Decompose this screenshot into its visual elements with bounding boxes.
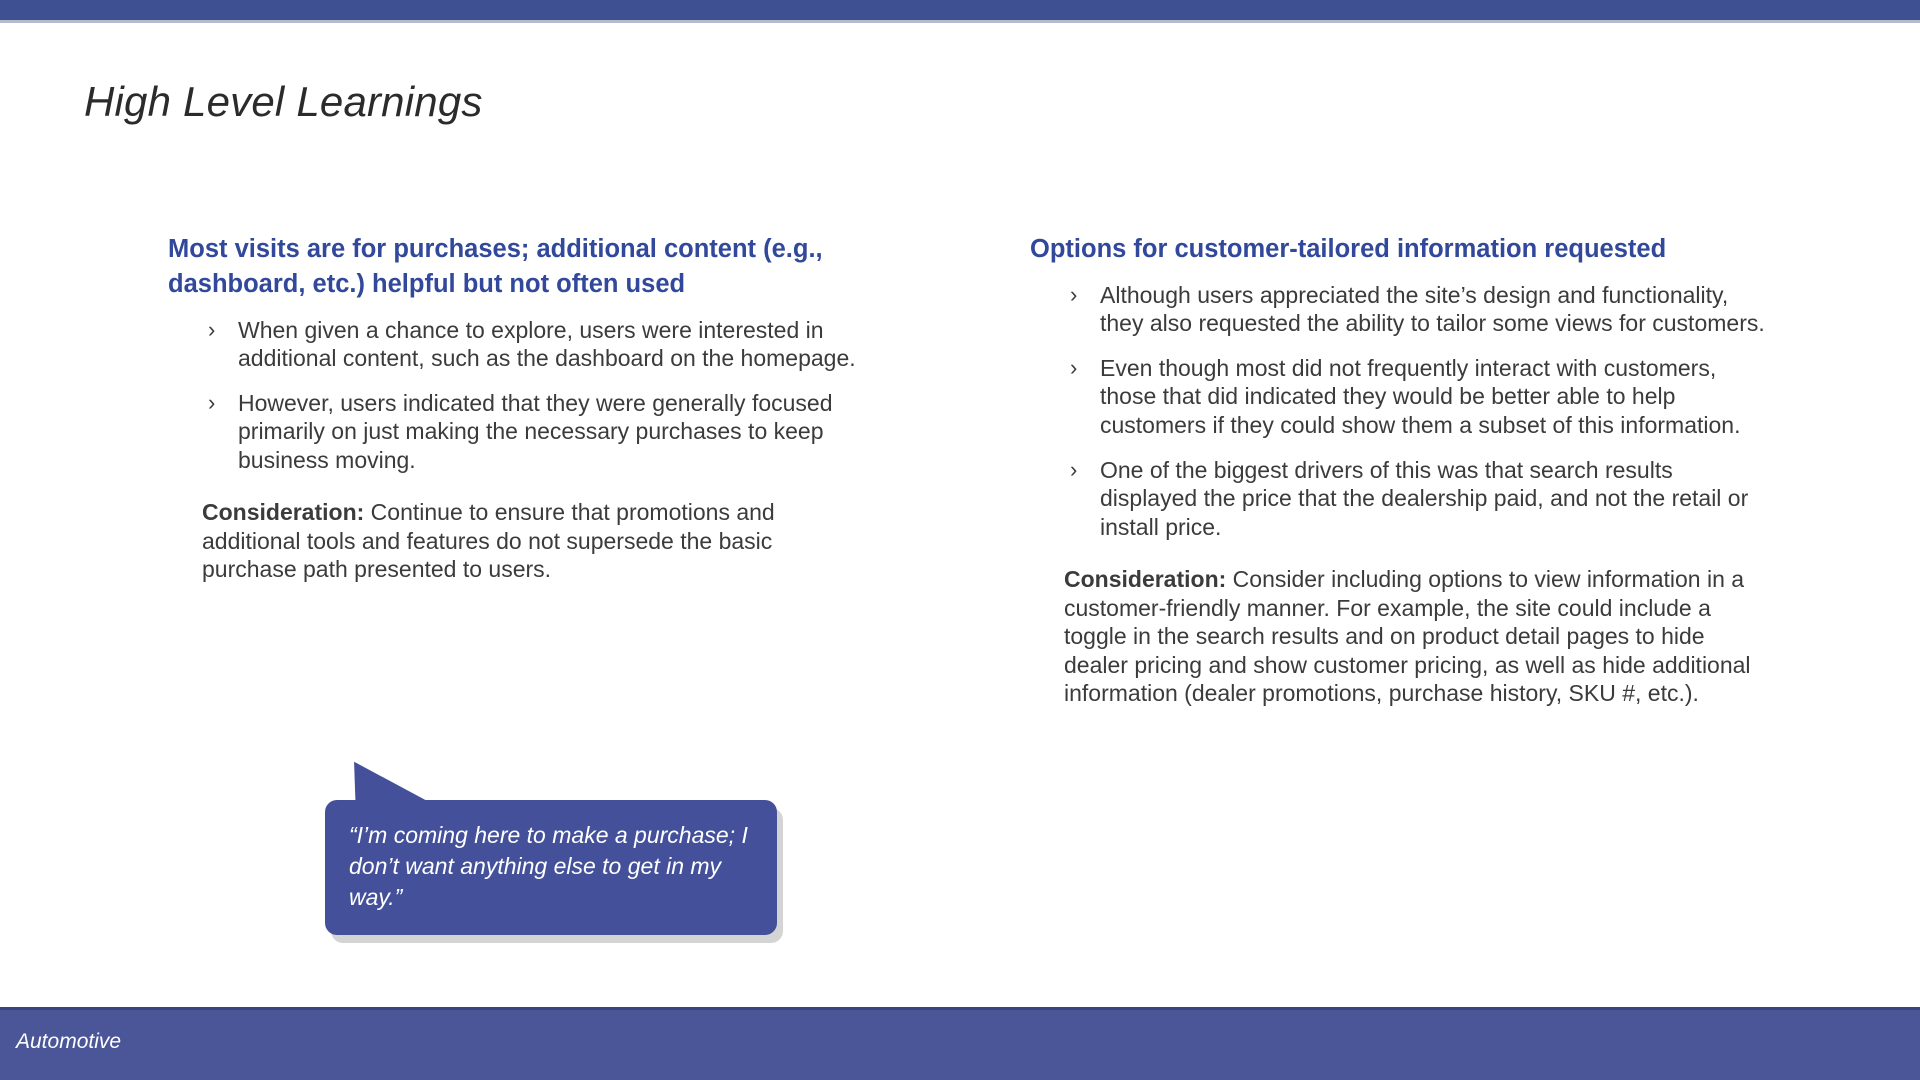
content-column-right [1030, 232, 1770, 708]
chevron-right-icon: › [1070, 456, 1078, 482]
list-item [1064, 281, 1770, 338]
consideration-label: Consideration: [1064, 566, 1227, 593]
chevron-right-icon: › [208, 389, 216, 415]
consideration-right [1030, 565, 1770, 708]
list-item-text: When given a chance to explore, users were interested in additional content, such as the dashboard on the homepage. [238, 316, 856, 372]
chevron-right-icon: › [1070, 281, 1078, 307]
list-item-text: One of the biggest drivers of this was that search results displayed the price that the dealership paid, and not the retail or install price. [1100, 456, 1749, 540]
list-item-text: However, users indicated that they were generally focused primarily on just making the necessary purchases to keep business moving. [238, 389, 833, 473]
content-column-left [168, 232, 868, 584]
bullet-list-left [168, 316, 868, 475]
top-accent-bar-shadow [0, 20, 1920, 23]
column-heading-left: Most visits are for purchases; additional content (e.g., dashboard, etc.) helpful but not often used [168, 235, 823, 298]
chevron-right-icon: › [1070, 354, 1078, 380]
list-item [202, 389, 868, 475]
list-item-text: Although users appreciated the site’s design and functionality, they also requested the ability to tailor some views for customers. [1100, 281, 1765, 337]
column-heading-right: Options for customer-tailored information requested [1030, 235, 1667, 263]
consideration-label: Consideration: [202, 499, 365, 526]
list-item [202, 316, 868, 373]
chevron-right-icon: › [208, 316, 216, 342]
page-title: High Level Learnings [84, 78, 483, 125]
quote-callout [325, 800, 777, 935]
top-accent-bar [0, 0, 1920, 20]
list-item-text: Even though most did not frequently interact with customers, those that did indicated they would be better able to help customers if they could show them a subset of this information. [1100, 354, 1741, 438]
quote-text: “I’m coming here to make a purchase; I don’t want anything else to get in my way.” [349, 822, 748, 911]
consideration-left [168, 498, 868, 584]
consideration-text: Consider including options to view information in a customer-friendly manner. For example, the site could include a toggle in the search results and on product detail pages to hide dealer pricing and show customer pricing, as well as hide additional information (dealer promotions, purchase history, SKU #, etc.). [1064, 566, 1751, 707]
footer-label: Automotive [16, 1030, 122, 1053]
list-item [1064, 456, 1770, 542]
list-item [1064, 354, 1770, 440]
footer-bar [0, 1010, 1920, 1080]
consideration-text: Continue to ensure that promotions and additional tools and features do not supersede the basic purchase path presented to users. [202, 499, 775, 583]
bullet-list-right [1030, 281, 1770, 541]
